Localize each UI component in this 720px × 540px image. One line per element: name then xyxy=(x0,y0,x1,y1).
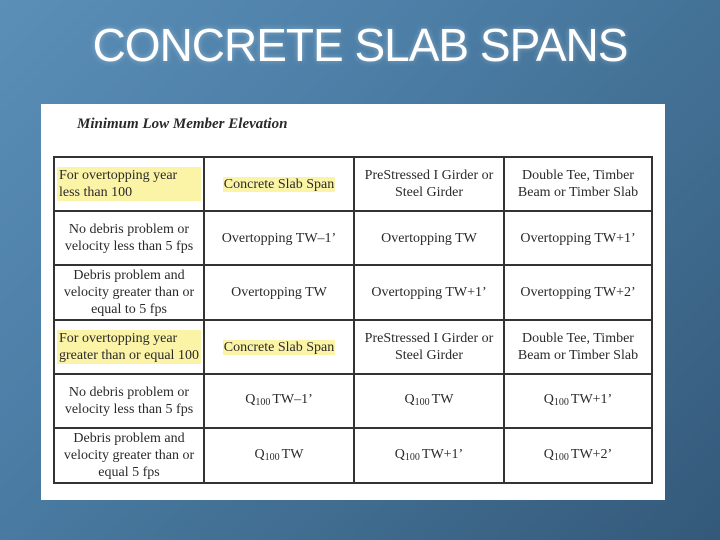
q-subscript: 100 xyxy=(264,451,280,463)
table-cell: No debris problem or velocity less than 5 fps xyxy=(54,211,204,265)
table-cell: Overtopping TW–1’ xyxy=(204,211,354,265)
highlighted-label: For overtopping year less than 100 xyxy=(57,167,201,201)
q-subscript: 100 xyxy=(414,397,430,408)
table-heading: Minimum Low Member Elevation xyxy=(77,116,288,132)
table-cell: Debris problem and velocity greater than or equal to 5 fps xyxy=(54,265,204,320)
q-value: TW+1’ xyxy=(570,392,613,407)
table-cell xyxy=(204,428,354,483)
q-value: TW+1’ xyxy=(421,446,464,462)
table-cell: Double Tee, Timber Beam or Timber Slab xyxy=(504,320,652,374)
q-prefix: Q xyxy=(254,446,265,462)
table-row xyxy=(54,374,652,428)
slide-title: CONCRETE SLAB SPANS xyxy=(92,19,628,71)
table-cell: Overtopping TW+1’ xyxy=(354,265,504,320)
table-cell xyxy=(204,157,354,211)
q-value: TW–1’ xyxy=(272,392,313,407)
q-value: TW xyxy=(281,446,304,462)
q-prefix: Q xyxy=(404,392,415,407)
q-prefix: Q xyxy=(245,392,256,407)
spans-table xyxy=(53,156,653,484)
table-cell: PreStressed I Girder or Steel Girder xyxy=(354,157,504,211)
highlighted-label: Concrete Slab Span xyxy=(223,339,335,355)
table-cell xyxy=(354,374,504,428)
table-cell xyxy=(204,374,354,428)
q-prefix: Q xyxy=(543,446,554,462)
q-value: TW xyxy=(431,392,454,407)
table-cell: Overtopping TW+1’ xyxy=(504,211,652,265)
table-row xyxy=(54,265,652,320)
table-cell xyxy=(504,374,652,428)
q-value: TW+2’ xyxy=(570,446,613,462)
q-prefix: Q xyxy=(543,392,554,407)
highlighted-label: Concrete Slab Span xyxy=(223,176,335,192)
table-cell: Overtopping TW+2’ xyxy=(504,265,652,320)
table-row-header-under-100 xyxy=(54,157,652,211)
table-cell xyxy=(504,428,652,483)
table-cell xyxy=(54,320,204,374)
table-cell: Double Tee, Timber Beam or Timber Slab xyxy=(504,157,652,211)
table-cell xyxy=(354,428,504,483)
table-panel xyxy=(41,104,665,500)
q-subscript: 100 xyxy=(553,451,569,463)
q-prefix: Q xyxy=(394,446,405,462)
table-cell xyxy=(54,157,204,211)
table-cell: Debris problem and velocity greater than or equal 5 fps xyxy=(54,428,204,483)
table-cell: Overtopping TW xyxy=(204,265,354,320)
q-subscript: 100 xyxy=(553,397,569,408)
table-row xyxy=(54,428,652,483)
table-row-header-100-plus xyxy=(54,320,652,374)
q-subscript: 100 xyxy=(255,397,271,408)
table-cell: PreStressed I Girder or Steel Girder xyxy=(354,320,504,374)
q-subscript: 100 xyxy=(404,451,420,463)
table-cell: No debris problem or velocity less than 5 fps xyxy=(54,374,204,428)
highlighted-label: For overtopping year greater than or equal 100 xyxy=(57,330,201,364)
table-cell: Overtopping TW xyxy=(354,211,504,265)
table-row xyxy=(54,211,652,265)
table-cell xyxy=(204,320,354,374)
